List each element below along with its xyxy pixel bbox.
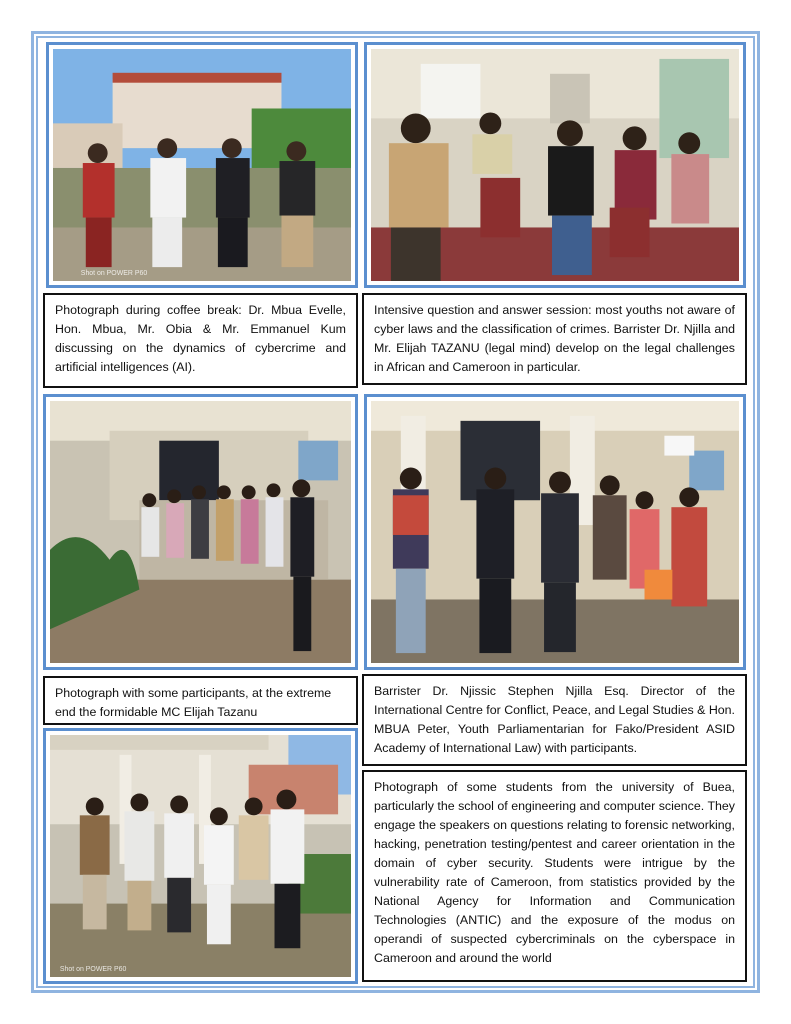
photo-students-image [50, 735, 351, 977]
caption-students: Photograph of some students from the university of Buea, particularly the school of engineering and computer science. They engage the speakers on questions relating to forensic networking, hacking, penetration testing/pentest and career orientation in the domain of cyber security. Students were intrigue by the vulnerability rate of Cameroon, from statistics provided by the National Agency for Information and Communication Technologies (ANTIC) and the exposure of the modus on operandi of suspected cybercriminals on the cyberspace in Cameroon and around the world [362, 770, 747, 982]
caption-participants-mc: Photograph with some participants, at the extreme end the formidable MC Elijah Tazanu [43, 676, 358, 725]
photo-barrister-participants [364, 394, 746, 670]
photo-5-watermark: Shot on POWER P60 [59, 966, 127, 974]
photo-1-watermark: Shot on POWER P60 [80, 270, 148, 278]
photo-participants-mc-image [50, 401, 351, 663]
photo-coffee-break [46, 42, 358, 288]
photo-coffee-break-image [53, 49, 351, 281]
photo-qa-session [364, 42, 746, 288]
photo-qa-session-image [371, 49, 739, 281]
photo-students [43, 728, 358, 984]
photo-participants-mc [43, 394, 358, 670]
caption-qa-session: Intensive question and answer session: most youths not aware of cyber laws and the classification of crimes. Barrister Dr. Njilla and Mr. Elijah TAZANU (legal mind) develop on the legal challenges in African and Cameroon in particular. [362, 293, 747, 385]
photo-barrister-participants-image [371, 401, 739, 663]
caption-barrister-participants: Barrister Dr. Njissic Stephen Njilla Esq. Director of the International Centre for Conflict, Peace, and Legal Studies & Hon. MBUA Peter, Youth Parliamentarian for Fako/President ASID Academy of International Law) with participants. [362, 674, 747, 766]
caption-coffee-break: Photograph during coffee break: Dr. Mbua Evelle, Hon. Mbua, Mr. Obia & Mr. Emmanuel Kum discussing on the dynamics of cybercrime and artificial intelligences (AI). [43, 293, 358, 388]
